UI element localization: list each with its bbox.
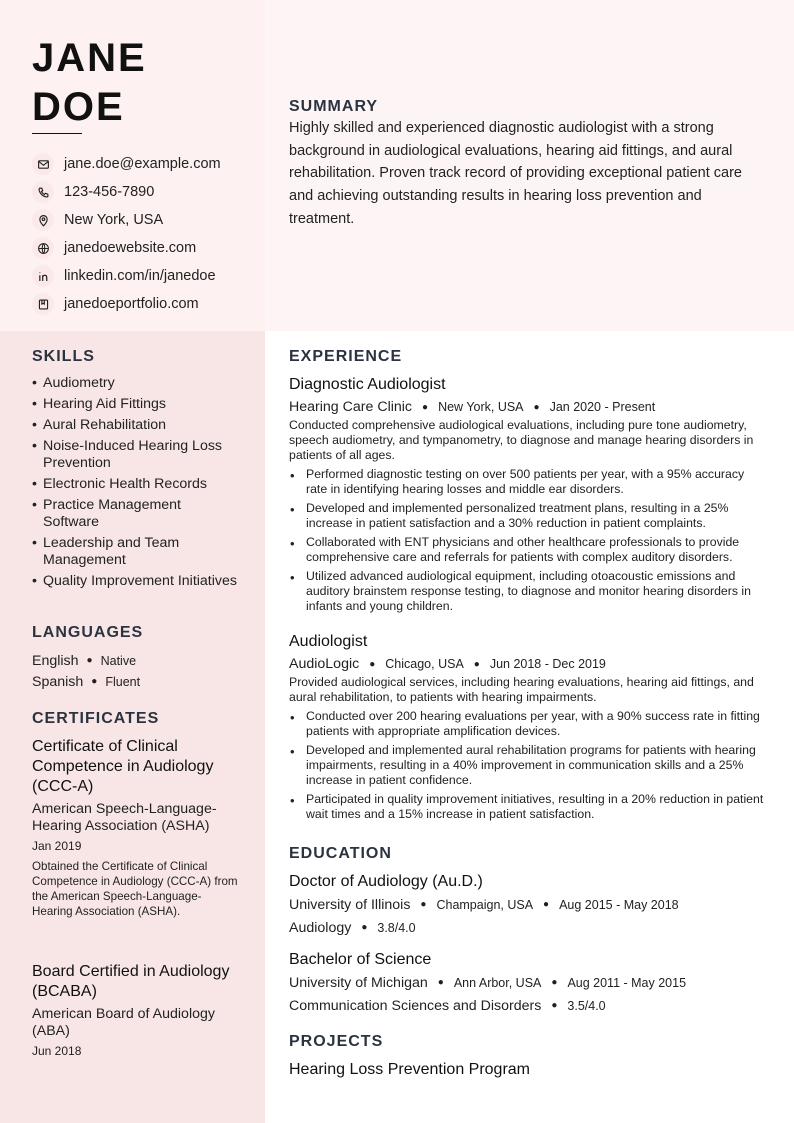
summary-text: Highly skilled and experienced diagnostic audiologist with a strong background in audiological evaluations, hearing aid fittings, and aural rehabilitation. Proven track record of providing exceptional patient care and achieving outstanding results in hearing loss prevention and treatment.	[289, 120, 742, 227]
job-bullet: • Developed and implemented aural rehabilitation programs for patients with hearing impairments, resulting in a 40% improvement in communication skills and a 25% increase in patient confidence.	[289, 743, 767, 788]
job-meta	[289, 397, 767, 417]
contact-portfolio-text: janedoeportfolio.com	[64, 296, 199, 312]
job-bullet: • Utilized advanced audiological equipment, including otoacoustic emissions and auditory brainstem response testing, to diagnose and monitor hearing disorders in infants and young children.	[289, 569, 767, 614]
job-bullet: • Performed diagnostic testing on over 500 patients per year, with a 95% accuracy rate in identifying hearing losses and middle ear disorders.	[289, 467, 767, 497]
degree-title: Bachelor of Science	[289, 951, 432, 968]
name-divider	[32, 133, 82, 134]
job-dates: Jan 2020 - Present	[549, 400, 656, 414]
summary-heading: SUMMARY	[289, 98, 379, 115]
language-name: English	[32, 652, 79, 669]
skill-item: • Leadership and Team Management	[32, 535, 237, 569]
field-of-study: Audiology	[289, 919, 352, 936]
language-item	[32, 671, 140, 692]
first-name: JANE	[32, 36, 147, 80]
languages-list	[32, 650, 140, 692]
skill-item: • Audiometry	[32, 375, 237, 392]
job-company: Hearing Care Clinic	[289, 399, 413, 415]
project-title: Hearing Loss Prevention Program	[289, 1061, 531, 1078]
job-bullet: • Collaborated with ENT physicians and other healthcare professionals to provide comprehensive care and referrals for patients with complex auditory disorders.	[289, 535, 767, 565]
job-description: Provided audiological services, including hearing evaluations, hearing aid fittings, and aural rehabilitation, to patients with hearing impairments.	[289, 675, 754, 704]
languages-heading: LANGUAGES	[32, 624, 144, 641]
contact-phone-text: 123-456-7890	[64, 184, 155, 200]
separator-dot: ●	[422, 401, 429, 413]
experience-heading: EXPERIENCE	[289, 348, 403, 365]
education-entry	[289, 872, 767, 938]
contact-list	[32, 150, 221, 318]
contact-website[interactable]	[32, 234, 221, 262]
contact-portfolio[interactable]	[32, 290, 221, 318]
separator-dot: ●	[551, 1000, 558, 1011]
contact-linkedin[interactable]	[32, 262, 221, 290]
job-bullet: • Developed and implemented personalized treatment plans, resulting in a 25% increase in patient satisfaction and a 30% reduction in patient complaints.	[289, 501, 767, 531]
language-name: Spanish	[32, 673, 84, 690]
education-field-row	[289, 917, 767, 938]
separator-dot: ●	[369, 658, 376, 670]
certificates-heading: CERTIFICATES	[32, 710, 160, 727]
skill-item: • Hearing Aid Fittings	[32, 396, 237, 413]
separator-dot: ●	[86, 655, 93, 666]
contact-location-text: New York, USA	[64, 212, 164, 228]
job-bullets	[289, 467, 767, 614]
job-location: Chicago, USA	[385, 657, 464, 671]
degree-title: Doctor of Audiology (Au.D.)	[289, 873, 483, 890]
education-dates: Aug 2011 - May 2015	[567, 975, 687, 990]
job-dates: Jun 2018 - Dec 2019	[489, 657, 606, 671]
job-company: AudioLogic	[289, 656, 360, 672]
separator-dot: ●	[420, 899, 427, 910]
school-name: University of Illinois	[289, 896, 411, 913]
job-bullet: • Conducted over 200 hearing evaluations per year, with a 90% success rate in fitting patients with appropriate amplification devices.	[289, 709, 767, 739]
separator-dot: ●	[551, 977, 558, 988]
language-level: Fluent	[105, 674, 141, 689]
education-field-row	[289, 995, 767, 1016]
language-level: Native	[100, 653, 137, 668]
job-title: Diagnostic Audiologist	[289, 376, 446, 393]
last-name: DOE	[32, 85, 125, 129]
contact-phone[interactable]	[32, 178, 221, 206]
separator-dot: ●	[473, 658, 480, 670]
school-location: Ann Arbor, USA	[453, 975, 542, 990]
projects-heading: PROJECTS	[289, 1033, 384, 1050]
mail-icon	[32, 153, 54, 175]
separator-dot: ●	[543, 899, 550, 910]
job-entry	[289, 632, 767, 826]
skills-heading: SKILLS	[32, 348, 95, 365]
contact-email[interactable]	[32, 150, 221, 178]
candidate-name	[32, 34, 147, 132]
globe-icon	[32, 237, 54, 259]
certificate-issuer: American Board of Audiology (ABA)	[32, 1006, 215, 1039]
education-heading: EDUCATION	[289, 845, 392, 862]
job-entry	[289, 375, 767, 618]
contact-email-text: jane.doe@example.com	[64, 156, 221, 172]
separator-dot: ●	[437, 977, 444, 988]
gpa: 3.8/4.0	[377, 920, 416, 935]
skills-list	[32, 375, 237, 594]
job-description: Conducted comprehensive audiological evaluations, including pure tone audiometry, speech audiometry, and tympanometry, to diagnose and manage hearing disorders in patients of all ages.	[289, 418, 754, 462]
education-entry	[289, 950, 767, 1016]
separator-dot: ●	[361, 922, 368, 933]
skill-item: • Electronic Health Records	[32, 476, 237, 493]
separator-dot: ●	[533, 401, 540, 413]
separator-dot: ●	[91, 676, 98, 687]
certificate-date: Jan 2019	[32, 839, 82, 853]
linkedin-icon	[32, 265, 54, 287]
job-meta	[289, 654, 767, 674]
certificate-item	[32, 962, 242, 1059]
skill-item: • Quality Improvement Initiatives	[32, 573, 237, 590]
contact-website-text: janedoewebsite.com	[64, 240, 197, 256]
job-bullets	[289, 709, 767, 822]
contact-linkedin-text: linkedin.com/in/janedoe	[64, 268, 216, 284]
field-of-study: Communication Sciences and Disorders	[289, 997, 542, 1014]
education-dates: Aug 2015 - May 2018	[559, 897, 679, 912]
certificate-date: Jun 2018	[32, 1044, 82, 1058]
portfolio-icon	[32, 293, 54, 315]
certificate-item	[32, 737, 242, 919]
education-meta	[289, 972, 767, 993]
location-pin-icon	[32, 209, 54, 231]
skill-item: • Practice Management Software	[32, 497, 237, 531]
skill-item: • Noise-Induced Hearing Loss Prevention	[32, 438, 237, 472]
school-name: University of Michigan	[289, 974, 428, 991]
education-meta	[289, 894, 767, 915]
contact-location	[32, 206, 221, 234]
certificate-title: Certificate of Clinical Competence in Audiology (CCC-A)	[32, 738, 214, 795]
skill-item: • Aural Rehabilitation	[32, 417, 237, 434]
certificate-issuer: American Speech-Language-Hearing Association (ASHA)	[32, 801, 217, 834]
job-bullet: • Participated in quality improvement initiatives, resulting in a 20% reduction in patient wait times and a 15% increase in patient satisfaction.	[289, 792, 767, 822]
certificate-title: Board Certified in Audiology (BCABA)	[32, 963, 230, 1000]
job-title: Audiologist	[289, 633, 368, 650]
school-location: Champaign, USA	[436, 897, 534, 912]
language-item	[32, 650, 140, 671]
gpa: 3.5/4.0	[567, 998, 606, 1013]
job-location: New York, USA	[438, 400, 524, 414]
certificate-description: Obtained the Certificate of Clinical Competence in Audiology (CCC-A) from the American Speech-Language-Hearing Association (ASHA).	[32, 860, 238, 918]
phone-icon	[32, 181, 54, 203]
